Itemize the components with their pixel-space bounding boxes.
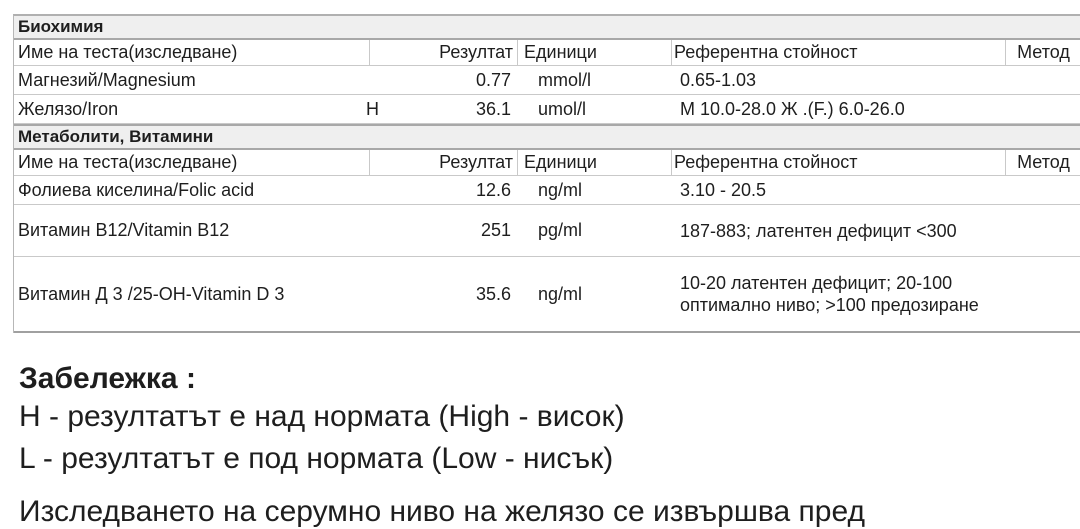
table-row bbox=[14, 95, 1080, 124]
table-row bbox=[14, 257, 1080, 333]
header-test-name: Име на теста(изследване) bbox=[18, 40, 370, 65]
cut-off-paragraph: Изследването на серумно ниво на желязо се извършва пред bbox=[19, 495, 866, 528]
header-test-name: Име на теста(изследване) bbox=[18, 150, 370, 175]
lab-results-table bbox=[13, 14, 1080, 333]
table-header-row bbox=[14, 40, 1080, 66]
test-reference: 3.10 - 20.5 bbox=[680, 180, 767, 200]
test-units: mmol/l bbox=[538, 70, 591, 90]
header-method: Метод bbox=[1017, 42, 1070, 62]
section-title-biochemistry: Биохимия bbox=[14, 16, 1080, 40]
test-units: ng/ml bbox=[538, 283, 583, 304]
test-units: umol/l bbox=[538, 99, 587, 119]
test-reference: 187-883; латентен дефицит <300 bbox=[680, 220, 957, 241]
test-result: 35.6 bbox=[475, 283, 511, 304]
test-result: 251 bbox=[480, 220, 511, 240]
header-units: Единици bbox=[518, 150, 672, 175]
test-result: 0.77 bbox=[475, 70, 511, 90]
table-row bbox=[14, 66, 1080, 95]
test-reference: M 10.0-28.0 Ж .(F.) 6.0-26.0 bbox=[680, 99, 905, 119]
note-high-legend: H - резултатът е над нормата (High - висок) bbox=[19, 400, 625, 433]
test-result: 36.1 bbox=[475, 99, 511, 119]
section-title-metabolites: Метаболити, Витамини bbox=[14, 124, 1080, 150]
table-row bbox=[14, 176, 1080, 205]
header-method: Метод bbox=[1017, 152, 1070, 172]
test-result: 12.6 bbox=[475, 180, 511, 200]
header-result: Резултат bbox=[366, 150, 518, 175]
note-low-legend: L - резултатът е под нормата (Low - нисък) bbox=[19, 442, 614, 475]
test-name: Витамин Д 3 /25-OH-Vitamin D 3 bbox=[18, 283, 285, 304]
table-row bbox=[14, 205, 1080, 257]
header-result: Резултат bbox=[366, 40, 518, 65]
test-name: Фолиева киселина/Folic acid bbox=[18, 180, 255, 200]
test-name: Витамин B12/Vitamin B12 bbox=[18, 220, 230, 240]
test-name: Желязо/Iron bbox=[18, 99, 119, 119]
header-reference: Референтна стойност bbox=[672, 150, 1006, 175]
test-units: pg/ml bbox=[538, 220, 583, 240]
note-title: Забележка : bbox=[19, 362, 196, 395]
header-units: Единици bbox=[518, 40, 672, 65]
table-header-row bbox=[14, 150, 1080, 176]
test-name: Магнезий/Magnesium bbox=[18, 70, 196, 90]
test-reference: 10-20 латентен дефицит; 20-100 оптимално ниво; >100 предозиране bbox=[680, 273, 979, 315]
test-reference: 0.65-1.03 bbox=[680, 70, 757, 90]
high-flag: H bbox=[366, 99, 379, 119]
header-reference: Референтна стойност bbox=[672, 40, 1006, 65]
test-units: ng/ml bbox=[538, 180, 583, 200]
